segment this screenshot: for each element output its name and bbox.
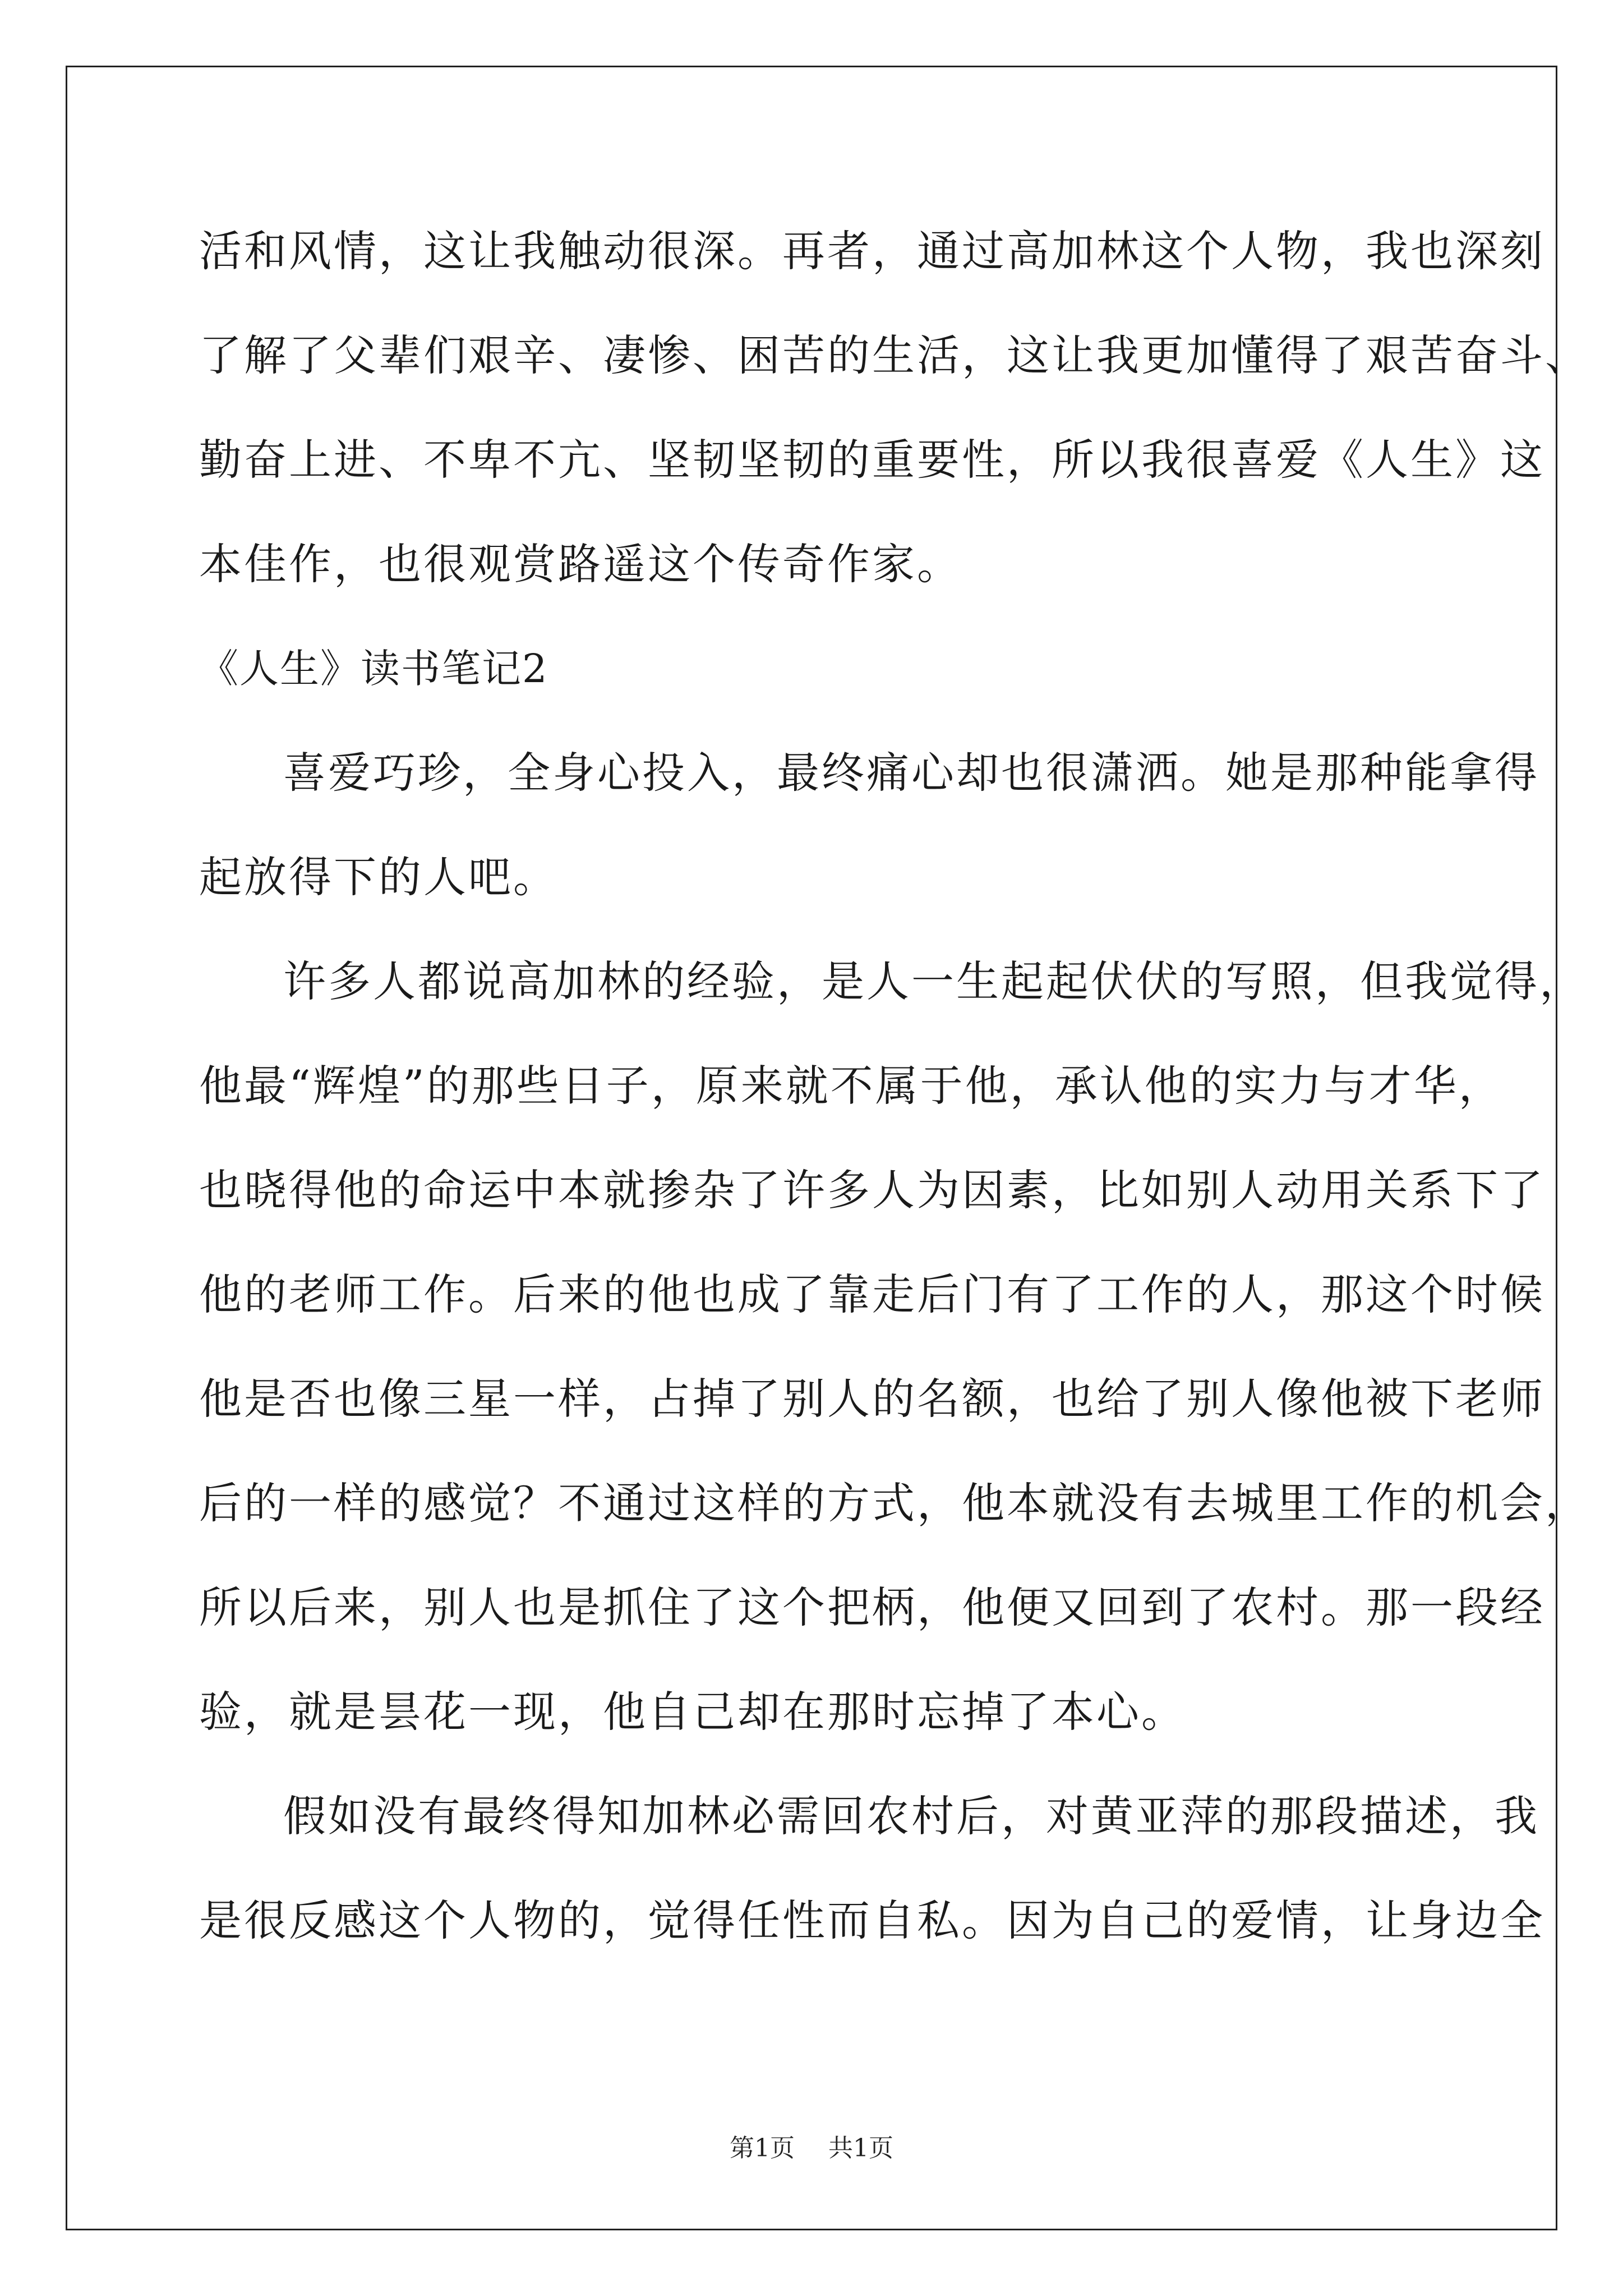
text-line-17: 是很反感这个人物的，觉得任性而自私。因为自己的爱情，让身边全	[199, 1895, 1545, 1945]
text-line-9: 他最“辉煌”的那些日子，原来就不属于他，承认他的实力与才华，	[199, 1061, 1504, 1111]
section-heading: 《人生》读书笔记2	[199, 646, 548, 692]
text-line-1: 活和风情，这让我触动很深。再者，通过高加林这个人物，我也深刻	[199, 226, 1545, 276]
text-line-12: 他是否也像三星一样，占掉了别人的名额，也给了别人像他被下老师	[199, 1374, 1545, 1424]
text-line-10: 也晓得他的命运中本就掺杂了许多人为因素，比如别人动用关系下了	[199, 1165, 1545, 1215]
text-line-8: 许多人都说高加林的经验，是人一生起起伏伏的写照，但我觉得，	[283, 956, 1584, 1006]
text-line-15: 验，就是昙花一现，他自己却在那时忘掉了本心。	[199, 1687, 1186, 1737]
text-line-14: 所以后来，别人也是抓住了这个把柄，他便又回到了农村。那一段经	[199, 1582, 1545, 1632]
text-line-13: 后的一样的感觉？不通过这样的方式，他本就没有去城里工作的机会，	[199, 1478, 1590, 1528]
text-line-3: 勤奋上进、不卑不亢、坚韧坚韧的重要性，所以我很喜爱《人生》这	[199, 435, 1545, 485]
text-line-4: 本佳作，也很观赏路遥这个传奇作家。	[199, 539, 962, 589]
page-number: 第1页	[730, 2134, 795, 2162]
text-line-2: 了解了父辈们艰辛、凄惨、困苦的生活，这让我更加懂得了艰苦奋斗、	[199, 330, 1590, 380]
page-total: 共1页	[828, 2134, 893, 2162]
text-line-11: 他的老师工作。后来的他也成了靠走后门有了工作的人，那这个时候	[199, 1269, 1545, 1319]
page-footer	[0, 2132, 1623, 2165]
text-line-6: 喜爱巧珍，全身心投入，最终痛心却也很潇洒。她是那种能拿得	[283, 748, 1539, 798]
text-line-16: 假如没有最终得知加林必需回农村后，对黄亚萍的那段描述，我	[283, 1791, 1539, 1841]
text-line-7: 起放得下的人吧。	[199, 852, 558, 902]
document-body	[199, 223, 1590, 1997]
